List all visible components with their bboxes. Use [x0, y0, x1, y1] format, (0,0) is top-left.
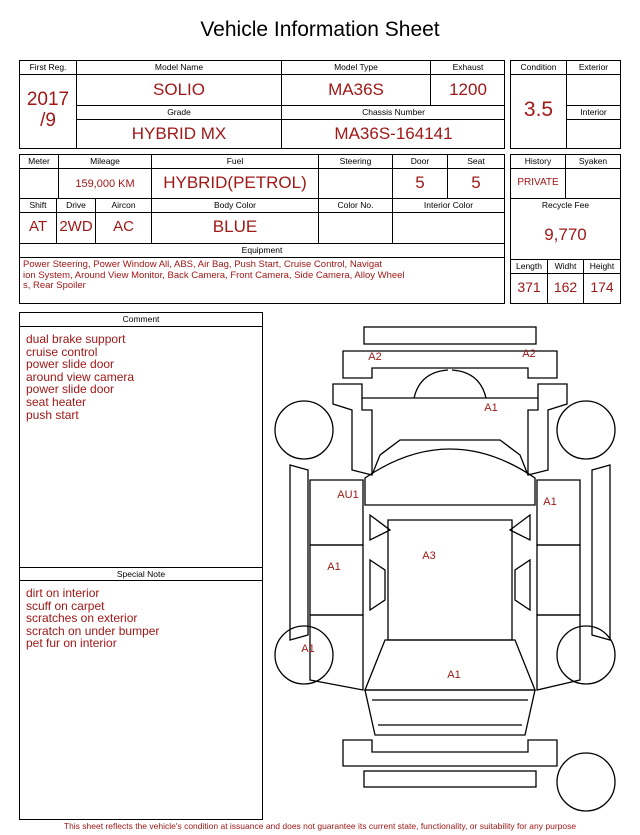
fuel-value: HYBRID(PETROL): [163, 173, 307, 192]
rear-glass: [365, 640, 535, 690]
first-reg-month: /9: [40, 110, 56, 131]
drive-cell: [57, 199, 95, 243]
right-rear-quarter: [537, 615, 580, 690]
steering-label: Steering: [319, 155, 392, 169]
right-headlight: [452, 370, 486, 398]
comment-list: [20, 327, 262, 421]
shift-label: Shift: [20, 199, 56, 213]
aircon-label: Aircon: [96, 199, 151, 213]
history-label: History: [511, 155, 565, 169]
right-rear-door: [537, 545, 580, 615]
interior-label: Interior: [567, 106, 620, 120]
equipment-line: ion System, Around View Monitor, Back Camera, Front Camera, Side Camera, Alloy Wheel: [23, 269, 405, 281]
width-value: 162: [553, 279, 578, 295]
drive-label: Drive: [57, 199, 95, 213]
chassis-value: MA36S-164141: [334, 124, 453, 143]
chassis-label: Chassis Number: [282, 106, 505, 120]
exhaust-label: Exhaust: [431, 61, 505, 75]
special-note-item: scratch on under bumper: [26, 623, 160, 638]
condition-value: 3.5: [523, 98, 554, 121]
equipment-line: Power Steering, Power Window All, ABS, Air Bag, Push Start, Cruise Control, Navigat: [23, 259, 383, 270]
comment-item: seat heater: [26, 394, 87, 409]
color-no-label: Color No.: [319, 199, 392, 213]
damage-mark: A1: [447, 669, 461, 681]
comment-item: power slide door: [26, 382, 115, 397]
notes-panel: [19, 312, 263, 820]
seat-value: 5: [471, 173, 481, 192]
door-cell: [393, 155, 447, 198]
right-rear-wheel: [557, 626, 615, 684]
syaken-label: Syaken: [566, 155, 620, 169]
page-title: Vehicle Information Sheet: [200, 18, 440, 41]
damage-mark: A3: [422, 550, 436, 562]
steering-cell: [319, 155, 392, 198]
width-cell: [548, 260, 583, 303]
front-bumper-top: [364, 327, 536, 344]
mileage-cell: [59, 155, 151, 198]
meter-cell: [20, 155, 58, 198]
left-rear-wheel: [275, 626, 333, 684]
special-note-item: dirt on interior: [26, 586, 100, 600]
fuel-label: Fuel: [152, 155, 318, 169]
recycle-fee-label: Recycle Fee: [541, 200, 590, 210]
comment-item: push start: [26, 407, 79, 422]
right-front-wheel: [557, 401, 615, 459]
left-front-wheel: [275, 401, 333, 459]
damage-mark: A1: [543, 496, 557, 508]
mileage-label: Mileage: [59, 155, 151, 169]
left-rear-door: [310, 545, 363, 615]
drive-value: 2WD: [59, 218, 93, 235]
shift-cell: [20, 199, 56, 243]
interior-color-label: Interior Color: [393, 199, 504, 213]
model-info-block: [19, 60, 505, 149]
equipment-line: s, Rear Spoiler: [23, 280, 86, 291]
seat-cell: [448, 155, 504, 198]
history-cell: [511, 155, 565, 198]
door-value: 5: [415, 173, 425, 192]
aircon-cell: [96, 199, 151, 243]
width-label: Widht: [548, 260, 583, 274]
tailgate-lines: [372, 700, 528, 725]
exterior-label: Exterior: [567, 61, 620, 75]
condition-block: [510, 60, 621, 149]
height-label: Height: [584, 260, 620, 274]
height-cell: [584, 260, 620, 303]
history-value: PRIVATE: [517, 177, 559, 188]
history-block: [510, 154, 621, 304]
right-side-panel: [592, 465, 610, 640]
seat-label: Seat: [448, 155, 504, 169]
model-type-cell: [282, 61, 430, 105]
hood-outline: [333, 384, 567, 475]
equipment-label: Equipment: [20, 244, 504, 258]
first-reg-label: First Reg.: [20, 61, 76, 75]
condition-cell: [511, 61, 566, 148]
recycle-fee-value: 9,770: [544, 225, 587, 244]
aircon-value: AC: [113, 218, 134, 235]
interior-cell: [567, 106, 620, 148]
damage-mark: A1: [327, 561, 341, 573]
left-headlight: [414, 370, 448, 398]
comment-item: cruise control: [26, 344, 98, 359]
windshield: [365, 449, 535, 505]
special-note-item: pet fur on interior: [26, 636, 117, 651]
equipment-cell: [20, 244, 504, 303]
meter-label: Meter: [20, 155, 58, 169]
left-side-panel: [290, 465, 308, 640]
model-name-cell: [77, 61, 281, 105]
rear-bumper-bottom: [364, 771, 536, 787]
exterior-cell: [567, 61, 620, 105]
left-rear-quarter: [310, 615, 363, 690]
length-value: 371: [517, 279, 541, 295]
interior-color-cell: [393, 199, 504, 243]
length-label: Length: [511, 260, 547, 274]
special-note-item: scuff on carpet: [26, 598, 105, 613]
comment-item: around view camera: [26, 369, 135, 384]
damage-mark: A1: [484, 402, 498, 414]
color-no-cell: [319, 199, 392, 243]
exhaust-value: 1200: [449, 80, 487, 99]
roof: [388, 520, 512, 640]
syaken-cell: [566, 155, 620, 198]
right-front-door: [537, 480, 580, 545]
tailgate: [365, 690, 535, 735]
model-type-label: Model Type: [282, 61, 430, 75]
rear-bumper: [343, 740, 557, 766]
disclaimer-footer: This sheet reflects the vehicle's condition at issuance and does not guarantee its current state, functionality, or suitability for any purpose: [63, 821, 577, 831]
comment-item: power slide door: [26, 357, 115, 372]
spec-block: [19, 154, 505, 304]
body-color-label: Body Color: [152, 199, 318, 213]
damage-mark: AU1: [337, 489, 359, 501]
a-pillars: [362, 398, 538, 475]
body-color-value: BLUE: [212, 217, 258, 236]
model-name-value: SOLIO: [153, 80, 205, 99]
door-label: Door: [393, 155, 447, 169]
right-side-windows: [510, 515, 530, 610]
height-value: 174: [590, 279, 614, 295]
condition-label: Condition: [511, 61, 566, 75]
grade-cell: [77, 106, 281, 148]
left-side-windows: [370, 515, 390, 610]
fuel-cell: [152, 155, 318, 198]
model-type-value: MA36S: [328, 80, 384, 99]
first-reg-cell: [20, 61, 76, 148]
comment-item: dual brake support: [26, 332, 126, 346]
model-name-label: Model Name: [77, 61, 281, 75]
recycle-fee-cell: [511, 199, 620, 259]
length-cell: [511, 260, 547, 303]
spare-wheel: [557, 753, 615, 811]
special-note-label: Special Note: [20, 568, 262, 581]
body-color-cell: [152, 199, 318, 243]
exhaust-cell: [431, 61, 505, 105]
chassis-cell: [282, 106, 505, 148]
damage-mark: A2: [522, 348, 536, 360]
special-note-item: scratches on exterior: [26, 611, 138, 626]
mileage-value: 159,000 KM: [75, 178, 135, 190]
first-reg-year: 2017: [26, 89, 70, 110]
car-damage-diagram: [270, 320, 630, 820]
damage-mark: A2: [368, 351, 382, 363]
damage-mark: A1: [301, 643, 315, 655]
grade-value: HYBRID MX: [131, 124, 227, 143]
comment-label: Comment: [20, 313, 262, 327]
shift-value: AT: [28, 218, 48, 235]
special-note-list: [26, 587, 159, 650]
equipment-list: [20, 258, 504, 292]
grade-label: Grade: [77, 106, 281, 120]
